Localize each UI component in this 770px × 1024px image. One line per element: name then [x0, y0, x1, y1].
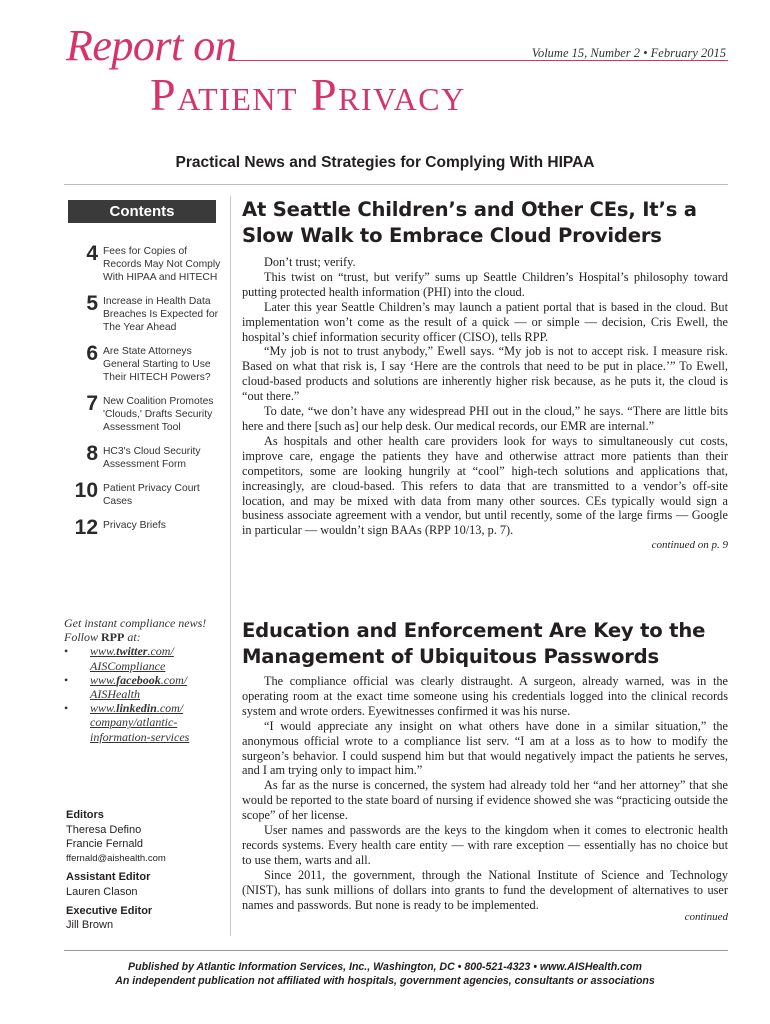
toc-title: Fees for Copies of Records May Not Comply With HIPAA and HITECH — [103, 246, 221, 283]
staff-credits — [66, 808, 226, 933]
article-headline: Education and Enforcement Are Key to the Management of Ubiquitous Passwords — [242, 619, 706, 668]
issue-volume: Volume 15, Number 2 • February 2015 — [531, 46, 726, 60]
footer-rule — [64, 950, 728, 951]
publisher-line: Published by Atlantic Information Services, Inc., Washington, DC • 800-521-4323 • www.AISHealth.com — [128, 961, 642, 973]
paragraph: As far as the nurse is concerned, the system had already told her “and her attorney” that she would be reported to the state board of nursing if evidence showed she was “practicing outside the scope” of her license. — [242, 778, 728, 823]
divider-rule — [64, 184, 728, 185]
social-follow-box — [64, 616, 224, 744]
toc-page-number: 8 — [86, 442, 98, 465]
continued-note[interactable]: continued — [684, 910, 728, 923]
article-body — [242, 255, 728, 538]
article-cloud-providers — [242, 197, 728, 551]
toc-title: Patient Privacy Court Cases — [103, 483, 200, 507]
paragraph: As hospitals and other health care providers look for ways to simultaneously cut costs, improve care, engage the patients they have and otherwise attract more patients than their competitors, some are looking hungrily at “cool” high-tech solutions and applications that, increasingly, are cloud-based. This refers to data that are transmitted to a vendor’s off-site location, and may be mixed with data from many other sources. CEs typically would sign a business associate agreement with a vendor, but until recently, some of the large firms — Google in particular — wouldn’t sign BAAs (RPP 10/13, p. 7). — [242, 433, 728, 538]
social-lead — [64, 616, 224, 644]
assistant-editor-label: Assistant Editor — [66, 871, 151, 884]
assistant-editor-name: Lauren Clason — [66, 885, 138, 898]
twitter-link[interactable]: www.twitter.com/ AISCompliance — [90, 644, 174, 673]
article-body — [242, 674, 728, 913]
paragraph: Since 2011, the government, through the National Institute of Science and Technology (NIST), has sunk millions of dollars into grants to fund the development of alternatives to user names and passwords. But none is ready to be implemented. — [242, 867, 728, 912]
toc-page-number: 7 — [86, 392, 98, 415]
social-brand: RPP — [101, 630, 125, 645]
editor-name: Theresa Defino — [66, 823, 142, 836]
toc-title: New Coalition Promotes 'Clouds,' Drafts Security Assessment Tool — [103, 396, 214, 433]
toc-page-number: 4 — [86, 242, 98, 265]
social-link-item: • www.linkedin.com/ company/atlantic-information-services — [64, 701, 224, 744]
linkedin-link[interactable]: www.linkedin.com/ company/atlantic-information-services — [90, 701, 190, 744]
social-link-item: • www.facebook.com/ AISHealth — [64, 673, 224, 701]
paragraph: To date, “we don’t have any widespread PHI out in the cloud,” he says. “There are little bits here and there [such as] our help desk. Our medical records, our EMR are internal.” — [242, 404, 728, 433]
article-passwords — [242, 618, 728, 923]
toc-item[interactable] — [58, 394, 228, 434]
executive-editor-name: Jill Brown — [66, 919, 114, 932]
editor-email[interactable]: ffernald@aishealth.com — [66, 852, 166, 864]
toc-page-number: 10 — [74, 479, 98, 502]
toc-title: HC3's Cloud Security Assessment Form — [103, 446, 201, 470]
paragraph: “My job is not to trust anybody,” Ewell says. “My job is not to accept risk. I measure risk. Based on what that risk is, I say ‘Here are the controls that need to be put in place.’” To Ewell, cloud-based products and solutions are inherently higher risk because, as he puts it, the cloud is “out there.” — [242, 344, 728, 404]
editors-label: Editors — [66, 809, 104, 821]
table-of-contents — [58, 244, 228, 548]
masthead-main-title: Patient Privacy — [150, 69, 466, 120]
contents-heading: Contents — [68, 200, 216, 223]
social-lead-text: Get instant compliance news! Follow — [64, 616, 207, 645]
toc-title: Privacy Briefs — [103, 520, 166, 531]
toc-title: Increase in Health Data Breaches Is Expected for The Year Ahead — [103, 296, 219, 333]
toc-page-number: 12 — [74, 516, 98, 539]
tagline: Practical News and Strategies for Complying With HIPAA — [175, 154, 595, 171]
toc-item[interactable] — [58, 344, 228, 384]
paragraph: This twist on “trust, but verify” sums up Seattle Children’s Hospital’s philosophy toward putting protected health information (PHI) into the cloud. — [242, 269, 728, 299]
column-divider — [230, 196, 231, 936]
masthead-script-title: Report on — [66, 21, 237, 70]
paragraph: User names and passwords are the keys to the kingdom when it comes to electronic health records systems. Every health care entity — with rare exception — essentially has no choice but to use them, warts and all. — [242, 823, 728, 867]
toc-item[interactable] — [58, 518, 228, 538]
paragraph: The compliance official was clearly distraught. A surgeon, already warned, was in the operating room at the exact time someone using his credentials logged into the clinical records system and wrote orders. Eyewitnesses confirmed it was his nurse. — [242, 674, 728, 718]
article-headline: At Seattle Children’s and Other CEs, It’s a Slow Walk to Embrace Cloud Providers — [242, 198, 697, 247]
executive-editor-label: Executive Editor — [66, 904, 153, 917]
toc-page-number: 5 — [86, 292, 98, 315]
disclaimer-line: An independent publication not affiliated with hospitals, government agencies, consultants or associations — [115, 975, 655, 987]
facebook-link[interactable]: www.facebook.com/ AISHealth — [90, 672, 188, 702]
toc-item[interactable] — [58, 481, 228, 508]
toc-page-number: 6 — [86, 342, 98, 365]
footer — [0, 960, 770, 988]
paragraph: Don’t trust; verify. — [264, 255, 356, 269]
paragraph: “I would appreciate any insight on what others have done in a similar situation,” the anonymous official wrote to a compliance list serv. “I am at a loss as to how to modify the surgeon’s behavior. I could suspend him but that would negatively impact the patients he serves, and I am trying only to impact him.” — [242, 718, 728, 778]
toc-title: Are State Attorneys General Starting to Use Their HITECH Powers? — [103, 346, 211, 383]
editor-name: Francie Fernald — [66, 838, 144, 851]
social-link-item: • www.twitter.com/ AISCompliance — [64, 644, 224, 672]
toc-item[interactable] — [58, 444, 228, 471]
paragraph: Later this year Seattle Children’s may launch a patient portal that is based in the cloud. But implementation won’t come as the result of a quick — or simple — decision, Cris Ewell, the hospital’s chief information security officer (CISO), tells RPP. — [242, 299, 728, 344]
continued-note[interactable]: continued on p. 9 — [651, 539, 728, 552]
social-lead-end: at: — [127, 630, 141, 645]
toc-item[interactable] — [58, 244, 228, 284]
toc-item[interactable] — [58, 294, 228, 334]
